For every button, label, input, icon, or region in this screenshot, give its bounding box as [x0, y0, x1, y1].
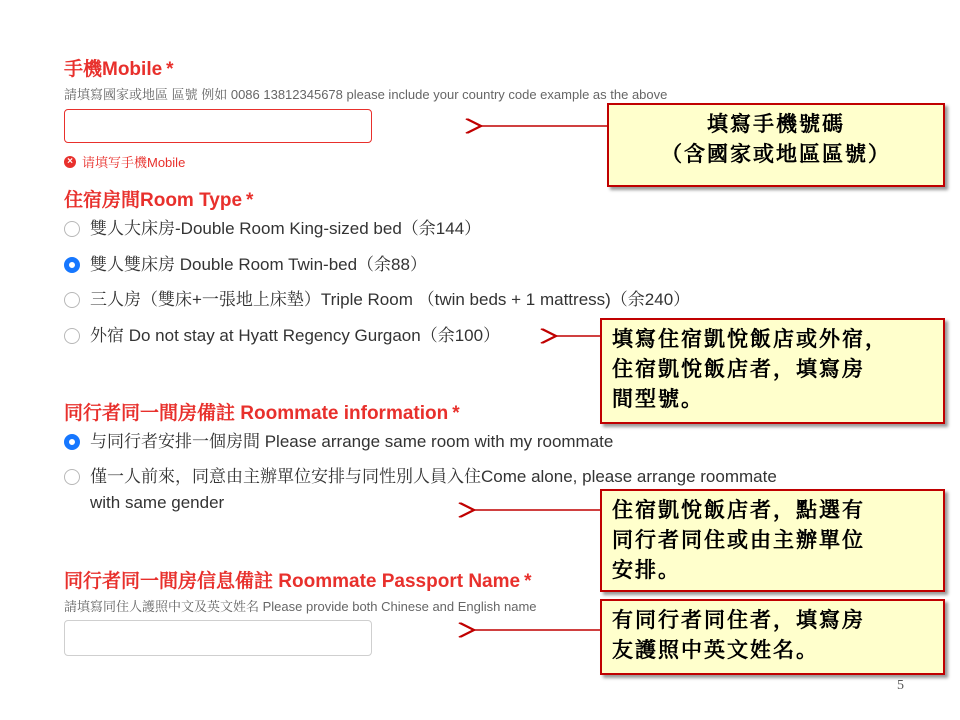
page-number: 5	[897, 678, 904, 693]
roommate-info-title-text: 同行者同一間房備註 Roommate information	[64, 403, 449, 424]
callout-line: 住宿凱悅飯店者，點選有	[612, 497, 865, 522]
mobile-title-text: 手機Mobile	[64, 59, 163, 80]
required-mark: *	[166, 59, 174, 80]
mobile-error-text: 请填写手機Mobile	[82, 155, 186, 170]
callout-line: 住宿凱悅飯店者，填寫房	[612, 356, 865, 381]
required-mark: *	[246, 190, 254, 211]
required-mark: *	[452, 403, 460, 424]
mobile-hint: 請填寫國家或地區 區號 例如 0086 13812345678 please include your country code example as the above	[64, 87, 668, 102]
callout-mobile	[607, 103, 945, 187]
required-mark: *	[524, 571, 532, 592]
callout-line: 有同行者同住者，填寫房	[612, 607, 865, 632]
callout-line: 同行者同住或由主辦單位	[612, 527, 865, 552]
callout-line: 填寫住宿凱悅飯店或外宿，	[612, 326, 888, 351]
callout-line: （含國家或地區區號）	[661, 141, 891, 166]
callout-line: 間型號。	[612, 386, 704, 411]
roommate-option-label: 与同行者安排一個房間 Please arrange same room with my roommate	[90, 432, 614, 451]
callout-line: 友護照中英文姓名。	[612, 637, 819, 662]
room-option-label: 雙人大床房-Double Room King-sized bed（余144）	[90, 219, 482, 238]
room-type-title-text: 住宿房間Room Type	[64, 190, 243, 211]
room-option-label: 三人房（雙床+一張地上床墊）Triple Room （twin beds + 1 mattress)（余240）	[90, 290, 691, 309]
callout-roommate-info	[600, 489, 945, 592]
roommate-option-label: 僅一人前來，同意由主辦單位安排与同性別人員入住Come alone, please arrange roommate with same gender	[90, 467, 777, 512]
callout-line: 安排。	[612, 557, 681, 582]
roommate-passport-title-text: 同行者同一間房信息備註 Roommate Passport Name	[64, 571, 521, 592]
room-option-label: 外宿 Do not stay at Hyatt Regency Gurgaon（余100）	[90, 326, 501, 345]
callout-room-type	[600, 318, 945, 424]
error-icon: ×	[64, 156, 76, 168]
callout-passport	[600, 599, 945, 675]
roommate-passport-hint: 請填寫同住人護照中文及英文姓名 Please provide both Chinese and English name	[64, 599, 537, 614]
callout-line: 填寫手機號碼	[707, 111, 845, 136]
room-option-label: 雙人雙床房 Double Room Twin-bed（余88）	[90, 255, 427, 274]
